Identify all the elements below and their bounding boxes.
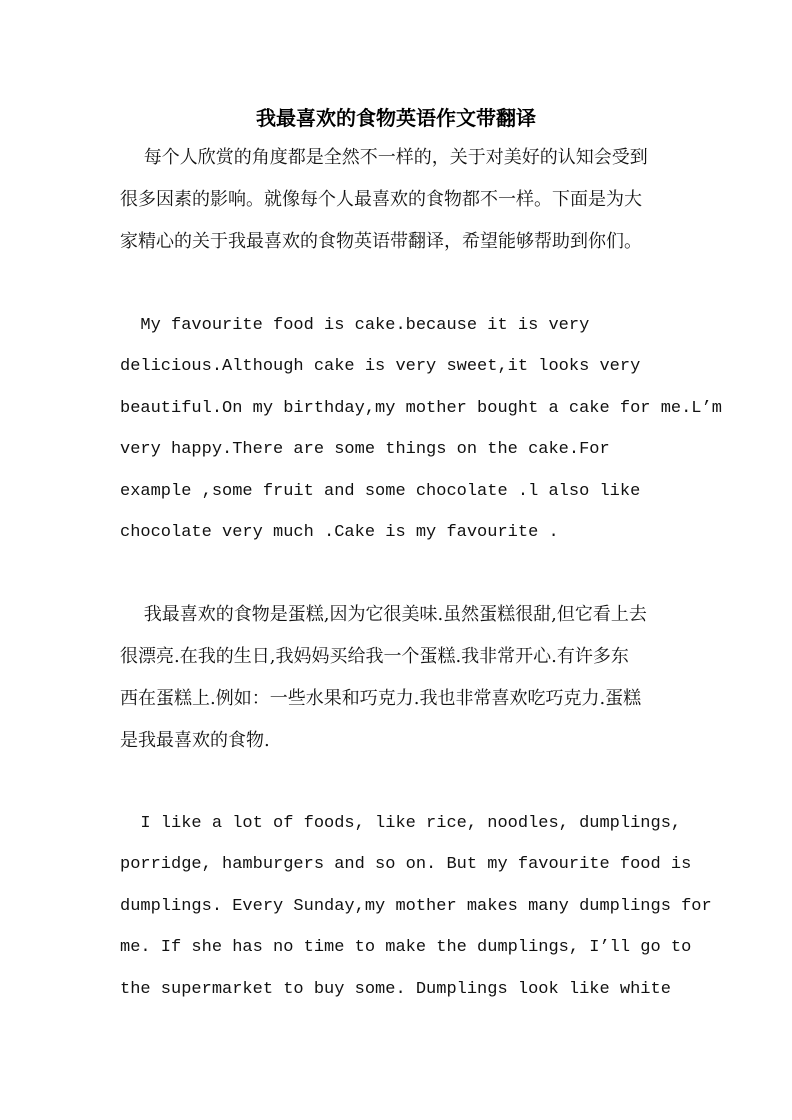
intro-line: 很多因素的影响。就像每个人最喜欢的食物都不一样。下面是为大 — [120, 189, 642, 210]
essay1-cn-line: 是我最喜欢的食物. — [120, 730, 270, 751]
essay2-en-line: the supermarket to buy some. Dumplings look like white — [120, 980, 671, 999]
essay2-en-line: I like a lot of foods, like rice, noodles, dumplings, — [120, 814, 682, 833]
essay1-en-line: example ,some fruit and some chocolate .l also like — [120, 482, 641, 501]
essay1-cn-line: 西在蛋糕上.例如：一些水果和巧克力.我也非常喜欢吃巧克力.蛋糕 — [120, 688, 642, 709]
essay1-en-line: My favourite food is cake.because it is very — [120, 316, 590, 335]
essay1-en-line: beautiful.On my birthday,my mother bought a cake for me.L’m — [120, 399, 722, 418]
intro-line: 家精心的关于我最喜欢的食物英语带翻译，希望能够帮助到你们。 — [120, 231, 642, 252]
document-title: 我最喜欢的食物英语作文带翻译 — [256, 106, 536, 130]
essay2-en-line: me. If she has no time to make the dumplings, I’ll go to — [120, 938, 692, 957]
essay1-en-line: delicious.Although cake is very sweet,it looks very — [120, 357, 641, 376]
essay2-en-line: porridge, hamburgers and so on. But my favourite food is — [120, 855, 692, 874]
essay1-en-line: very happy.There are some things on the cake.For — [120, 440, 610, 459]
essay1-cn-line: 很漂亮.在我的生日,我妈妈买给我一个蛋糕.我非常开心.有许多东 — [120, 646, 629, 667]
intro-line: 每个人欣赏的角度都是全然不一样的，关于对美好的认知会受到 — [120, 147, 648, 168]
essay1-cn-line: 我最喜欢的食物是蛋糕,因为它很美味.虽然蛋糕很甜,但它看上去 — [120, 604, 647, 625]
essay2-en-line: dumplings. Every Sunday,my mother makes many dumplings for — [120, 897, 712, 916]
essay1-en-line: chocolate very much .Cake is my favourite . — [120, 523, 559, 542]
